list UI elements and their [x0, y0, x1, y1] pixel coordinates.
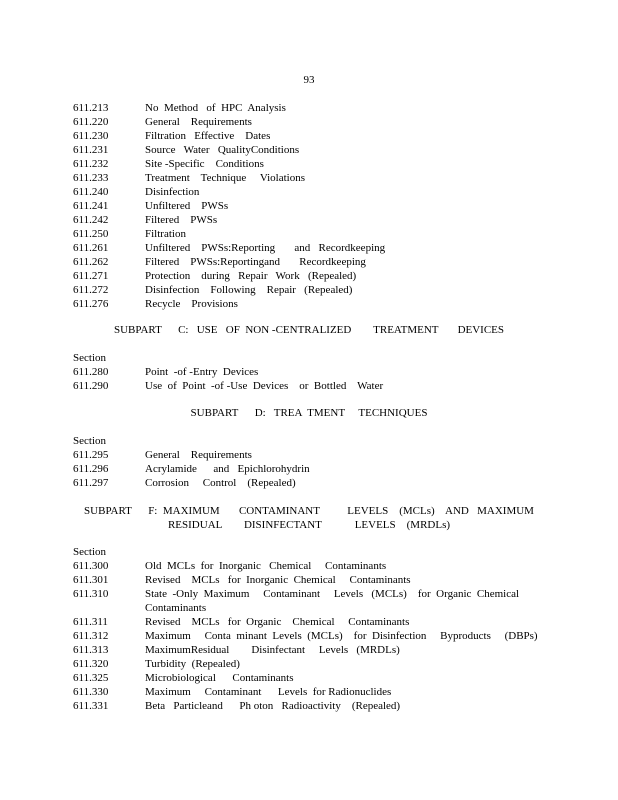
section-title: Revised MCLs for Organic Chemical Contaminants: [145, 616, 410, 628]
section-number: 611.297: [73, 477, 109, 489]
section-title: MaximumResidual Disinfectant Levels (MRDLs): [145, 644, 400, 656]
section-title: Disinfection: [145, 186, 200, 198]
section-list-group3: [73, 434, 553, 490]
section-title: Unfiltered PWSs: [145, 200, 229, 212]
section-title: Filtered PWSs:Reportingand Recordkeeping: [145, 256, 366, 268]
section-number: 611.295: [73, 449, 109, 461]
section-row: [73, 283, 553, 297]
section-label: Section: [73, 435, 106, 447]
section-number: 611.250: [73, 228, 109, 240]
section-number: 611.310: [73, 588, 109, 600]
section-number: 611.290: [73, 380, 109, 392]
page-number: 93: [303, 74, 315, 86]
section-title: Disinfection Following Repair (Repealed): [145, 284, 353, 296]
section-row: [73, 115, 553, 129]
section-title: General Requirements: [145, 116, 252, 128]
section-number: 611.241: [73, 200, 109, 212]
section-number: 611.276: [73, 298, 109, 310]
section-number: 611.242: [73, 214, 109, 226]
section-row: [73, 629, 553, 643]
section-row: [73, 101, 553, 115]
section-row: [73, 171, 553, 185]
section-title: Source Water QualityConditions: [145, 144, 300, 156]
section-row: [73, 671, 553, 685]
section-label: Section: [73, 546, 106, 558]
section-title: No Method of HPC Analysis: [145, 102, 286, 114]
section-number: 611.232: [73, 158, 109, 170]
section-row: [73, 297, 553, 311]
section-row: [73, 143, 553, 157]
section-number: 611.272: [73, 284, 109, 296]
section-title: Maximum Conta minant Levels (MCLs) for Disinfection Byproducts (DBPs): [145, 630, 538, 642]
subpart-c-heading: SUBPART C: USE OF NON -CENTRALIZED TREATMENT DEVICES: [113, 324, 505, 336]
section-title: Filtered PWSs: [145, 214, 218, 226]
section-row: [73, 657, 553, 671]
section-title: Corrosion Control (Repealed): [145, 477, 296, 489]
section-number: 611.301: [73, 574, 109, 586]
section-row: [73, 185, 553, 199]
section-row: [73, 615, 553, 629]
section-number: 611.261: [73, 242, 109, 254]
section-list-group4: [73, 545, 553, 713]
section-row: [73, 587, 553, 615]
section-row: [73, 448, 553, 462]
section-row: [73, 699, 553, 713]
section-title: General Requirements: [145, 449, 252, 461]
section-row: [73, 255, 553, 269]
section-number: 611.330: [73, 686, 109, 698]
section-row: [73, 129, 553, 143]
section-row: [73, 269, 553, 283]
section-list-group2: [73, 351, 553, 393]
section-title: Point -of -Entry Devices: [145, 366, 259, 378]
section-title: Microbiological Contaminants: [145, 672, 294, 684]
section-row: [73, 462, 553, 476]
section-number: 611.233: [73, 172, 109, 184]
section-title: State -Only Maximum Contaminant Levels (MCLs) for Organic Chemical Contaminants: [145, 588, 522, 614]
subpart-f-heading-line1: SUBPART F: MAXIMUM CONTAMINANT LEVELS (MCLs) AND MAXIMUM: [84, 505, 534, 517]
section-number: 611.240: [73, 186, 109, 198]
section-number: 611.280: [73, 366, 109, 378]
subpart-f-heading-line2: RESIDUAL DISINFECTANT LEVELS (MRDLs): [167, 519, 451, 531]
section-number: 611.230: [73, 130, 109, 142]
section-title: Filtration: [145, 228, 186, 240]
section-list-group1: [73, 101, 553, 311]
section-title: Beta Particleand Ph oton Radioactivity (Repealed): [145, 700, 401, 712]
section-row: [73, 365, 553, 379]
section-row: [73, 643, 553, 657]
section-row: [73, 476, 553, 490]
section-number: 611.331: [73, 700, 109, 712]
section-number: 611.325: [73, 672, 109, 684]
section-title: Recycle Provisions: [145, 298, 238, 310]
section-number: 611.300: [73, 560, 109, 572]
section-title: Maximum Contaminant Levels for Radionuclides: [145, 686, 392, 698]
section-label: Section: [73, 352, 106, 364]
section-row: [73, 379, 553, 393]
section-row: [73, 213, 553, 227]
section-number: 611.220: [73, 116, 109, 128]
section-row: [73, 157, 553, 171]
section-title: Filtration Effective Dates: [145, 130, 271, 142]
section-row: [73, 685, 553, 699]
section-title: Site -Specific Conditions: [145, 158, 264, 170]
section-number: 611.296: [73, 463, 109, 475]
section-number: 611.313: [73, 644, 109, 656]
section-title: Revised MCLs for Inorganic Chemical Contaminants: [145, 574, 411, 586]
section-title: Use of Point -of -Use Devices or Bottled Water: [145, 380, 384, 392]
section-row: [73, 573, 553, 587]
section-row: [73, 241, 553, 255]
section-row: [73, 227, 553, 241]
subpart-d-heading: SUBPART D: TREA TMENT TECHNIQUES: [190, 407, 428, 419]
section-title: Old MCLs for Inorganic Chemical Contaminants: [145, 560, 387, 572]
section-number: 611.320: [73, 658, 109, 670]
section-row: [73, 199, 553, 213]
section-number: 611.311: [73, 616, 108, 628]
section-number: 611.262: [73, 256, 109, 268]
section-number: 611.271: [73, 270, 109, 282]
section-number: 611.213: [73, 102, 109, 114]
section-title: Acrylamide and Epichlorohydrin: [145, 463, 310, 475]
section-title: Unfiltered PWSs:Reporting and Recordkeeping: [145, 242, 386, 254]
section-number: 611.312: [73, 630, 109, 642]
section-title: Turbidity (Repealed): [145, 658, 240, 670]
section-row: [73, 559, 553, 573]
section-title: Treatment Technique Violations: [145, 172, 305, 184]
section-number: 611.231: [73, 144, 109, 156]
section-title: Protection during Repair Work (Repealed): [145, 270, 357, 282]
